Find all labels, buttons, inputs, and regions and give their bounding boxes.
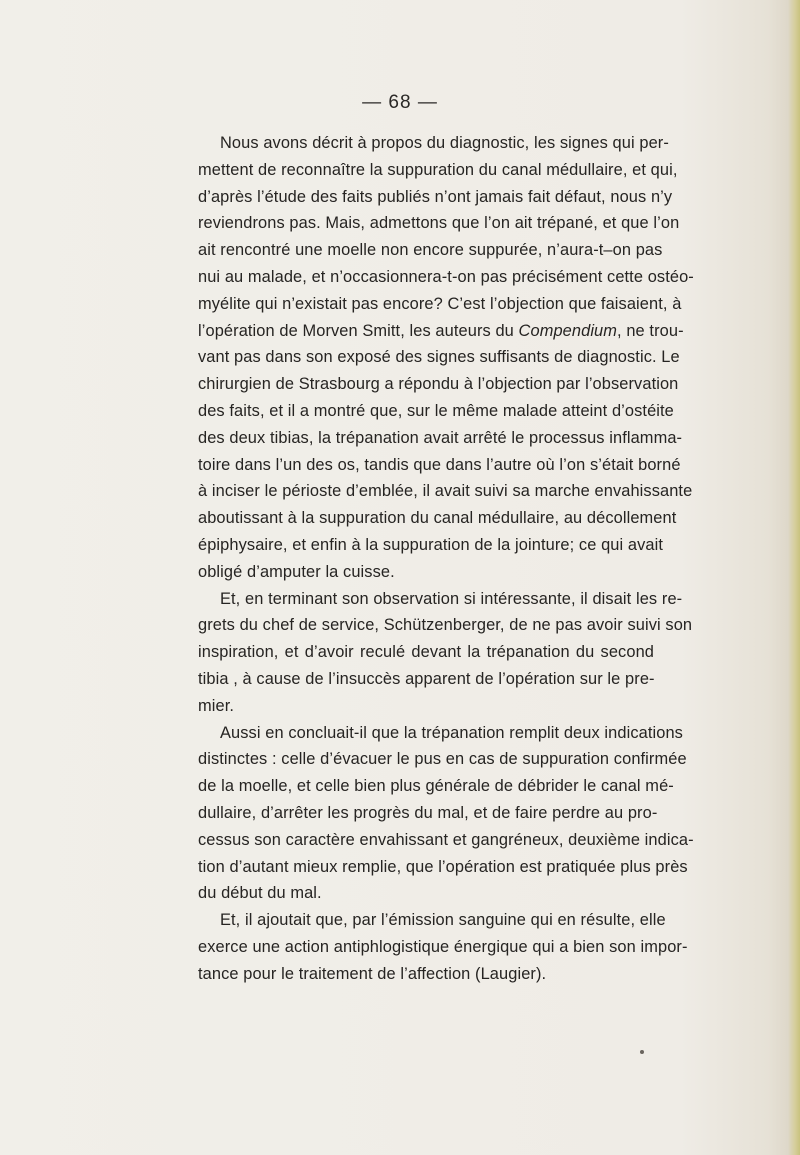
page-edge-stain [788,0,800,1155]
text-line: myélite qui n’existait pas encore? C’est l’objection que faisaient, à [198,294,682,313]
text-line: tance pour le traitement de l’affection (Laugier). [198,964,547,983]
text-line: tion d’autant mieux remplie, que l’opération est pratiquée plus près [198,857,688,876]
text-line: toire dans l’un des os, tandis que dans l’autre où l’on s’était borné [198,455,681,474]
text-line: aboutissant à la suppuration du canal médullaire, au décollement [198,509,677,528]
text-line: des faits, et il a montré que, sur le même malade atteint d’ostéite [198,401,674,420]
text-line: grets du chef de service, Schützenberger, de ne pas avoir suivi son [198,616,693,635]
text-line: de la moelle, et celle bien plus générale de débrider le canal mé- [198,777,674,796]
text-line: mettent de reconnaître la suppuration du canal médullaire, et qui, [198,160,678,179]
text-line: l’opération de Morven Smitt, les auteurs du Compendium, ne trou- [198,321,684,340]
text-line: Et, en terminant son observation si intéressante, il disait les re- [220,589,683,608]
book-title-italic: Compendium [518,321,618,340]
text-line: chirurgien de Strasbourg a répondu à l’objection par l’observation [198,375,679,394]
text-line: nui au malade, et n’occasionnera-t-on pas précisément cette ostéo- [198,267,694,286]
text-line: Aussi en concluait-il que la trépanation remplit deux indications [220,723,683,742]
text-line: tibia , à cause de l’insuccès apparent de l’opération sur le pre- [198,669,655,688]
text-line: du début du mal. [198,884,322,903]
text-line: d’après l’étude des faits publiés n’ont jamais fait défaut, nous n’y [198,187,673,206]
text-line: distinctes : celle d’évacuer le pus en cas de suppuration confirmée [198,750,687,769]
text-line: Nous avons décrit à propos du diagnostic, les signes qui per- [220,134,669,152]
text-line: inspiration, et d’avoir reculé devant la trépanation du second [198,643,654,662]
text-line: exerce une action antiphlogistique énergique qui a bien son impor- [198,937,688,956]
text-line: ait rencontré une moelle non encore suppurée, n’aura-t–on pas [198,241,663,260]
text-line: reviendrons pas. Mais, admettons que l’on ait trépané, et que l’on [198,214,680,233]
body-text [198,130,694,988]
page-number: — 68 — [362,92,438,113]
ink-speck [640,1050,644,1054]
text-line: obligé d’amputer la cuisse. [198,562,395,581]
text-line: épiphysaire, et enfin à la suppuration de la jointure; ce qui avait [198,535,664,554]
text-line: à inciser le périoste d’emblée, il avait suivi sa marche envahissante [198,482,693,501]
text-line: des deux tibias, la trépanation avait arrêté le processus inflamma- [198,428,683,447]
text-line: cessus son caractère envahissant et gangréneux, deuxième indica- [198,830,694,849]
text-line: dullaire, d’arrêter les progrès du mal, et de faire perdre au pro- [198,803,658,822]
text-line: vant pas dans son exposé des signes suffisants de diagnostic. Le [198,348,680,367]
text-line: Et, il ajoutait que, par l’émission sanguine qui en résulte, elle [220,911,666,930]
text-line: mier. [198,696,235,715]
